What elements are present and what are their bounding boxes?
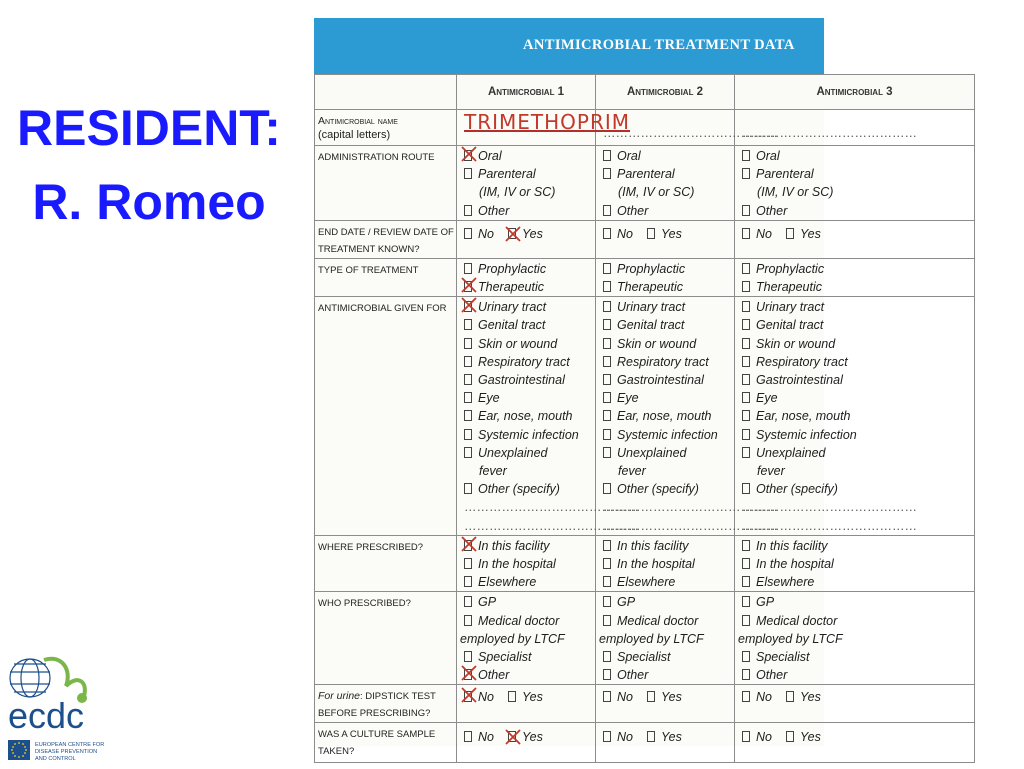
handwritten-trimethoprim: TRIMETHOPRIM [464,110,631,134]
ecdc-logo [4,652,126,764]
logo-caption-2: DISEASE PREVENTION [35,749,98,755]
label-type-of-treatment: TYPE OF TREATMENT [318,264,419,276]
resident-heading: RESIDENT: [17,100,281,156]
label-where-prescribed: WHERE PRESCRIBED? [318,541,424,553]
column-header-1: Antimicrobial 1 [457,75,596,110]
label-who-prescribed: WHO PRESCRIBED? [318,598,411,610]
row-type-of-treatment: TYPE OF TREATMENT Prophylactic Therapeutic Prophylactic Therapeutic Prophylactic Therapeutic [315,258,975,296]
check-mark-icon [459,663,479,683]
check-mark-icon [503,224,523,244]
logo-text: ecdc [8,695,85,736]
column-header-2: Antimicrobial 2 [596,75,735,110]
label-given-for: ANTIMICROBIAL GIVEN FOR [318,303,447,315]
column-header-3: Antimicrobial 3 [735,75,975,110]
check-mark-icon [459,144,479,164]
form-banner: ANTIMICROBIAL TREATMENT DATA [314,18,824,74]
label-urine-dipstick: For urine: DIPSTICK TEST BEFORE PRESCRIBING? [318,690,436,720]
label-culture-sample: WAS A CULTURE SAMPLE TAKEN? [318,729,436,758]
label-end-date: END DATE / REVIEW DATE OF TREATMENT KNOWN? [318,226,454,255]
row-end-date: END DATE / REVIEW DATE OF TREATMENT KNOWN? No Yes No Yes No Yes [315,220,975,258]
row-administration-route: ADMINISTRATION ROUTE Oral Parenteral (IM, IV or SC) Other Oral Parenteral (IM, IV or SC) Other Oral Parenteral (IM, IV or SC) Other [315,146,975,221]
logo-caption-1: EUROPEAN CENTRE FOR [35,742,105,748]
label-antimicrobial-name: Antimicrobial name [318,115,398,127]
resident-name: R. Romeo [32,174,266,230]
header-row [315,75,975,110]
row-urine-dipstick: For urine: DIPSTICK TEST BEFORE PRESCRIBING? No Yes No Yes No Yes [315,685,975,723]
check-mark-icon [459,275,479,295]
row-culture-sample: WAS A CULTURE SAMPLE TAKEN? No Yes No Yes No Yes [315,723,975,763]
logo-caption-3: AND CONTROL [35,756,76,762]
label-administration-route: ADMINISTRATION ROUTE [318,152,435,163]
check-mark-icon [459,295,479,315]
header-label-cell [315,75,457,110]
globe-icon [4,652,126,764]
check-mark-icon [459,685,479,705]
row-who-prescribed: WHO PRESCRIBED? GP Medical doctor employed by LTCF Specialist Other GP Medical doctor employed by LTCF Specialist Other GP Medical doctor employed by LTCF Specialist Other [315,592,975,685]
row-where-prescribed: WHERE PRESCRIBED? In this facility In the hospital Elsewhere In this facility In the hospital Elsewhere In this facility In the hospital Elsewhere [315,535,975,592]
row-given-for: ANTIMICROBIAL GIVEN FOR Urinary tract Genital tract Skin or wound Respiratory tract Gastrointestinal Eye Ear, nose, mouth Systemic infection Unexplained fever Other (specify) …………………………………… …………………………………… Urinary tract Genital tract Skin or wound Respiratory tract Gastrointestinal Eye Ear, nose, mouth Systemic infection Unexplained fever Other (specify) …………………………………… …………………………………… Urinary tract Genital tract Skin or wound Respiratory tract Gastrointestinal Eye Ear, nose, mouth Systemic infection Unexplained fever Other (specify) …………………………………… …………………………………… [315,297,975,536]
check-mark-icon [503,727,523,747]
treatment-form-image [314,18,917,758]
treatment-table [314,74,975,763]
check-mark-icon [459,534,479,554]
row-antimicrobial-name: Antimicrobial name (capital letters) TRIMETHOPRIM …………………………………… …………………………………… [315,110,975,146]
